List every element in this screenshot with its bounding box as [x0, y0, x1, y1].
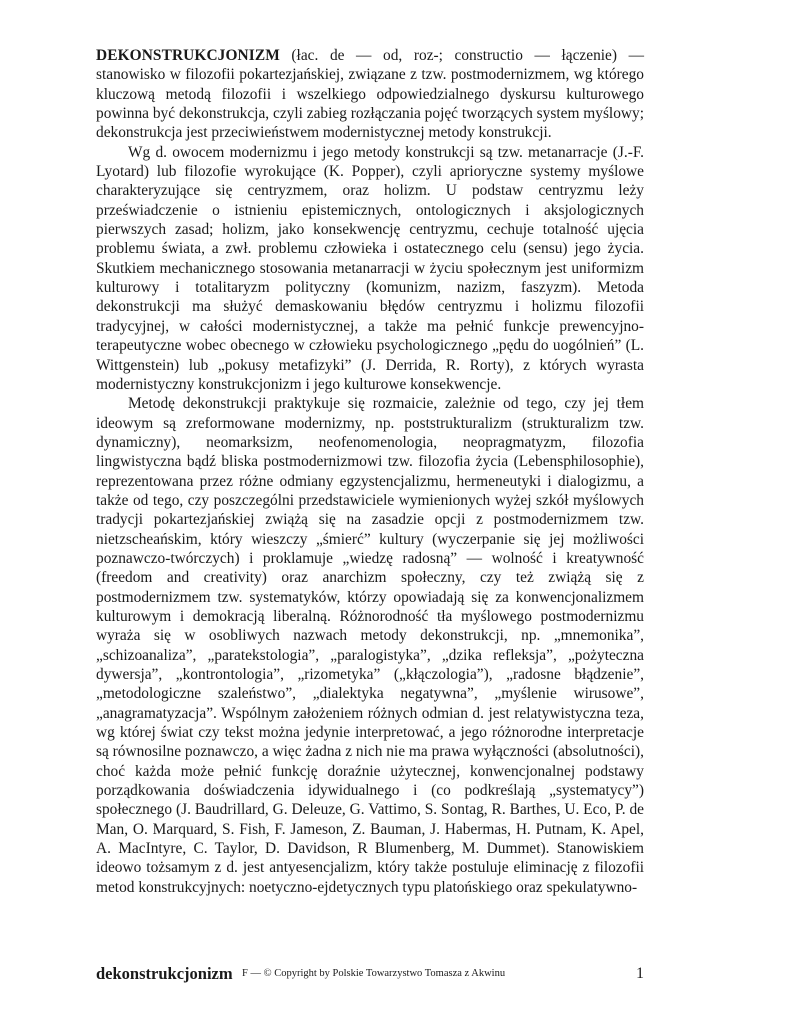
page-number: 1 [636, 965, 644, 982]
article-paragraph-2: Wg d. owocem modernizmu i jego metody konstrukcji są tzw. metanarracje (J.-F. Lyotard) lub filozofie wyrokujące (K. Popper), czyli aprioryczne systemy myślowe charakteryzujące się centryzmem, oraz holizm. U podstaw centryzmu leży przeświadczenie o istnieniu epistemicznych, ontologicznych i aksjologicznych pierwszych zasad; holizm, jako konsekwencję centryzmu, cechuje totalność ujęcia problemu świata, a zwł. problemu człowieka i ostatecznego celu (sensu) jego życia. Skutkiem mechanicznego stosowania metanarracji w życiu społecznym jest uniformizm kulturowy i totalitaryzm polityczny (komunizm, nazizm, faszyzm). Metoda dekonstrukcji ma służyć demaskowaniu błędów centryzmu i holizmu filozofii tradycyjnej, w całości modernistycznej, a także ma pełnić funkcje prewencyjno-terapeutyczne wobec obecnego w człowieku psychologicznego „pędu do uogólnień” (L. Wittgenstein) lub „pokusy metafizyki” (J. Derrida, R. Rorty), z których wyrasta modernistyczny konstrukcjonizm i jego kulturowe konsekwencje. [96, 143, 644, 393]
footer-copyright: F — © Copyright by Polskie Towarzystwo Tomasza z Akwinu [242, 968, 506, 979]
article-body [96, 46, 644, 897]
article-paragraph-3: Metodę dekonstrukcji praktykuje się rozmaicie, zależnie od tego, czy jej tłem ideowym są zreformowane modernizmy, np. poststrukturalizm (strukturalizm tzw. dynamiczny), neomarksizm, neofenomenologia, neopragmatyzm, filozofia lingwistyczna bądź bliska postmodernizmowi tzw. filozofia życia (Lebensphilosophie), reprezentowana przez różne odmiany egzystencjalizmu, hermeneutyki i dialogizmu, a także od tego, czy poszczególni przedstawiciele wymienionych wyżej szkół myślowych tradycji pokartezjańskiej zwiążą się na zasadzie opcji z postmodernizmem tzw. nietzscheańskim, który wieszczy „śmierć” kultury (wyczerpanie się jej możliwości poznawczo-twórczych) i proklamuje „wiedzę radosną” — wolność i kreatywność (freedom and creativity) oraz anarchizm społeczny, czy też zwiążą się z postmodernizmem tzw. systematyków, którzy opowiadają się za konwencjonalizmem kulturowym i demokracją liberalną. Różnorodność tła myślowego postmodernizmu wyraża się w osobliwych nazwach metody dekonstrukcji, np. „mnemonika”, „schizoanaliza”, „paratekstologia”, „paralogistyka”, „dzika refleksja”, „pożyteczna dywersja”, „kontrontologia”, „rizometyka” („kłączologia”), „radosne błądzenie”, „metodologiczne szaleństwo”, „dialektyka negatywna”, „myślenie wirusowe”, „anagramatyzacja”. Wspólnym założeniem różnych odmian d. jest relatywistyczna teza, wg której świat czy tekst można jedynie interpretować, a jego różnorodne interpretacje są równosilne poznawczo, a więc żadna z nich nie ma prawa wyłączności (absolutności), choć każda może pełnić funkcję doraźnie użytecznej, konwencjonalnej podstawy porządkowania doświadczenia idywidualnego i (co podkreślają „systematycy”) społecznego (J. Baudrillard, G. Deleuze, G. Vattimo, S. Sontag, R. Barthes, U. Eco, P. de Man, O. Marquard, S. Fish, F. Jameson, Z. Bauman, J. Habermas, H. Putnam, K. Apel, A. MacIntyre, C. Taylor, D. Davidson, R Blumenberg, M. Dummet). Stanowiskiem ideowo tożsamym z d. jest antyesencjalizm, który także postuluje eliminację z filozofii metod konstrukcyjnych: noetyczno-ejdetycznych typu platońskiego oraz spekulatywno- [96, 395, 644, 896]
page-footer [96, 964, 644, 986]
article-intro-text: (łac. de — od, roz-; constructio — łączenie) — stanowisko w filozofii pokartezjańskiej, związane z tzw. postmodernizmem, wg którego kluczową metodą filozofii i wszelkiego odpowiedzialnego dyskursu kulturowego powinna być dekonstrukcja, czyli zabieg rozłączania pojęć tworzących system myślowy; dekonstrukcja jest przeciwieństwem modernistycznej metody konstrukcji. [96, 47, 644, 142]
footer-entry-title: dekonstrukcjonizm [96, 964, 233, 983]
article-headword: DEKONSTRUKCJONIZM [96, 47, 280, 64]
article-paragraph-1 [96, 46, 644, 143]
